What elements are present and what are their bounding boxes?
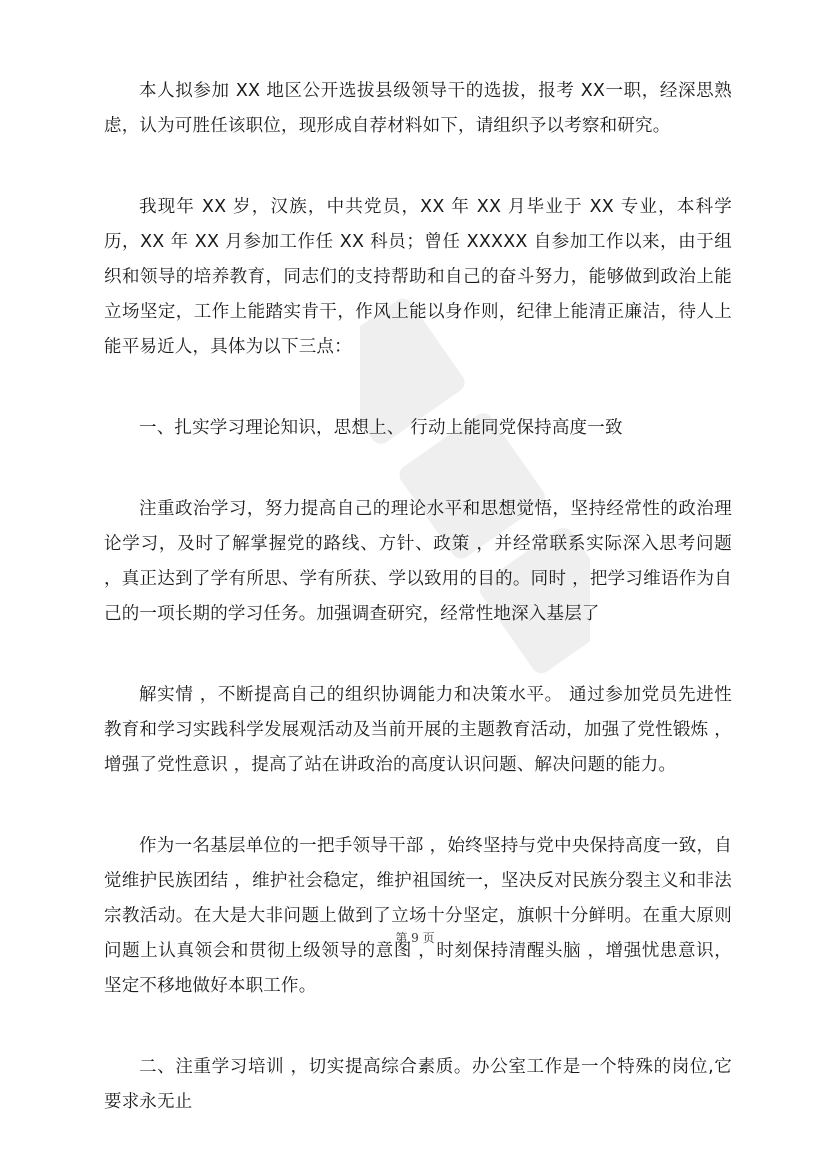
page-number: 第 9 页 [395, 931, 435, 945]
paragraph-political-study: 注重政治学习，努力提高自己的理论水平和思想觉悟，坚持经常性的政治理论学习，及时了解掌握党的路线、方针、政策 ，并经常联系实际深入思考问题 ，真正达到了学有所思、学有所获、学以致用的目的。同时 ，把学习维语作为自己的一项长期的学习任务。加强调查研究，经常性地深入基层了 [104, 499, 732, 624]
paragraph-practical-ability: 解实情 ，不断提高自己的组织协调能力和决策水平。 通过参加党员先进性教育和学习实践科学发展观活动及当前开展的主题教育活动，加强了党性锻炼 ，增强了党性意识 ，提高了站在讲政治的高度认识问题、解决问题的能力。 [104, 685, 732, 775]
paragraph-leadership: 作为一名基层单位的一把手领导干部 ，始终坚持与党中央保持高度一致，自觉维护民族团结 ，维护社会稳定，维护祖国统一，坚决反对民族分裂主义和非法宗教活动。在大是大非问题上做到了立场十分坚定，旗帜十分鲜明。在重大原则问题上认真领会和贯彻上级领导的意图 ，时刻保持清醒头脑 ，增强忧患意识，坚定不移地做好本职工作。 [104, 836, 732, 996]
document-body [104, 74, 732, 1166]
paragraph-intro: 本人拟参加 XX 地区公开选拔县级领导干的选拔，报考 XX一职，经深思熟虑，认为可胜任该职位，现形成自荐材料如下，请组织予以考察和研究。 [104, 81, 732, 136]
paragraph-background: 我现年 XX 岁，汉族，中共党员，XX 年 XX 月毕业于 XX 专业，本科学历，XX 年 XX 月参加工作任 XX 科员；曾任 XXXXX 自参加工作以来，由于组织和领导的培养教育，同志们的支持帮助和自己的奋斗努力，能够做到政治上能立场坚定，工作上能踏实肯干，作风上能以身作则，纪律上能清正廉洁，待人上能平易近人，具体为以下三点： [104, 197, 732, 357]
section-heading-2: 二、注重学习培训 ，切实提高综合素质。办公室工作是一个特殊的岗位,它要求永无止 [104, 1057, 732, 1112]
section-heading-1: 一、扎实学习理论知识，思想上、 行动上能同党保持高度一致 [139, 418, 623, 438]
